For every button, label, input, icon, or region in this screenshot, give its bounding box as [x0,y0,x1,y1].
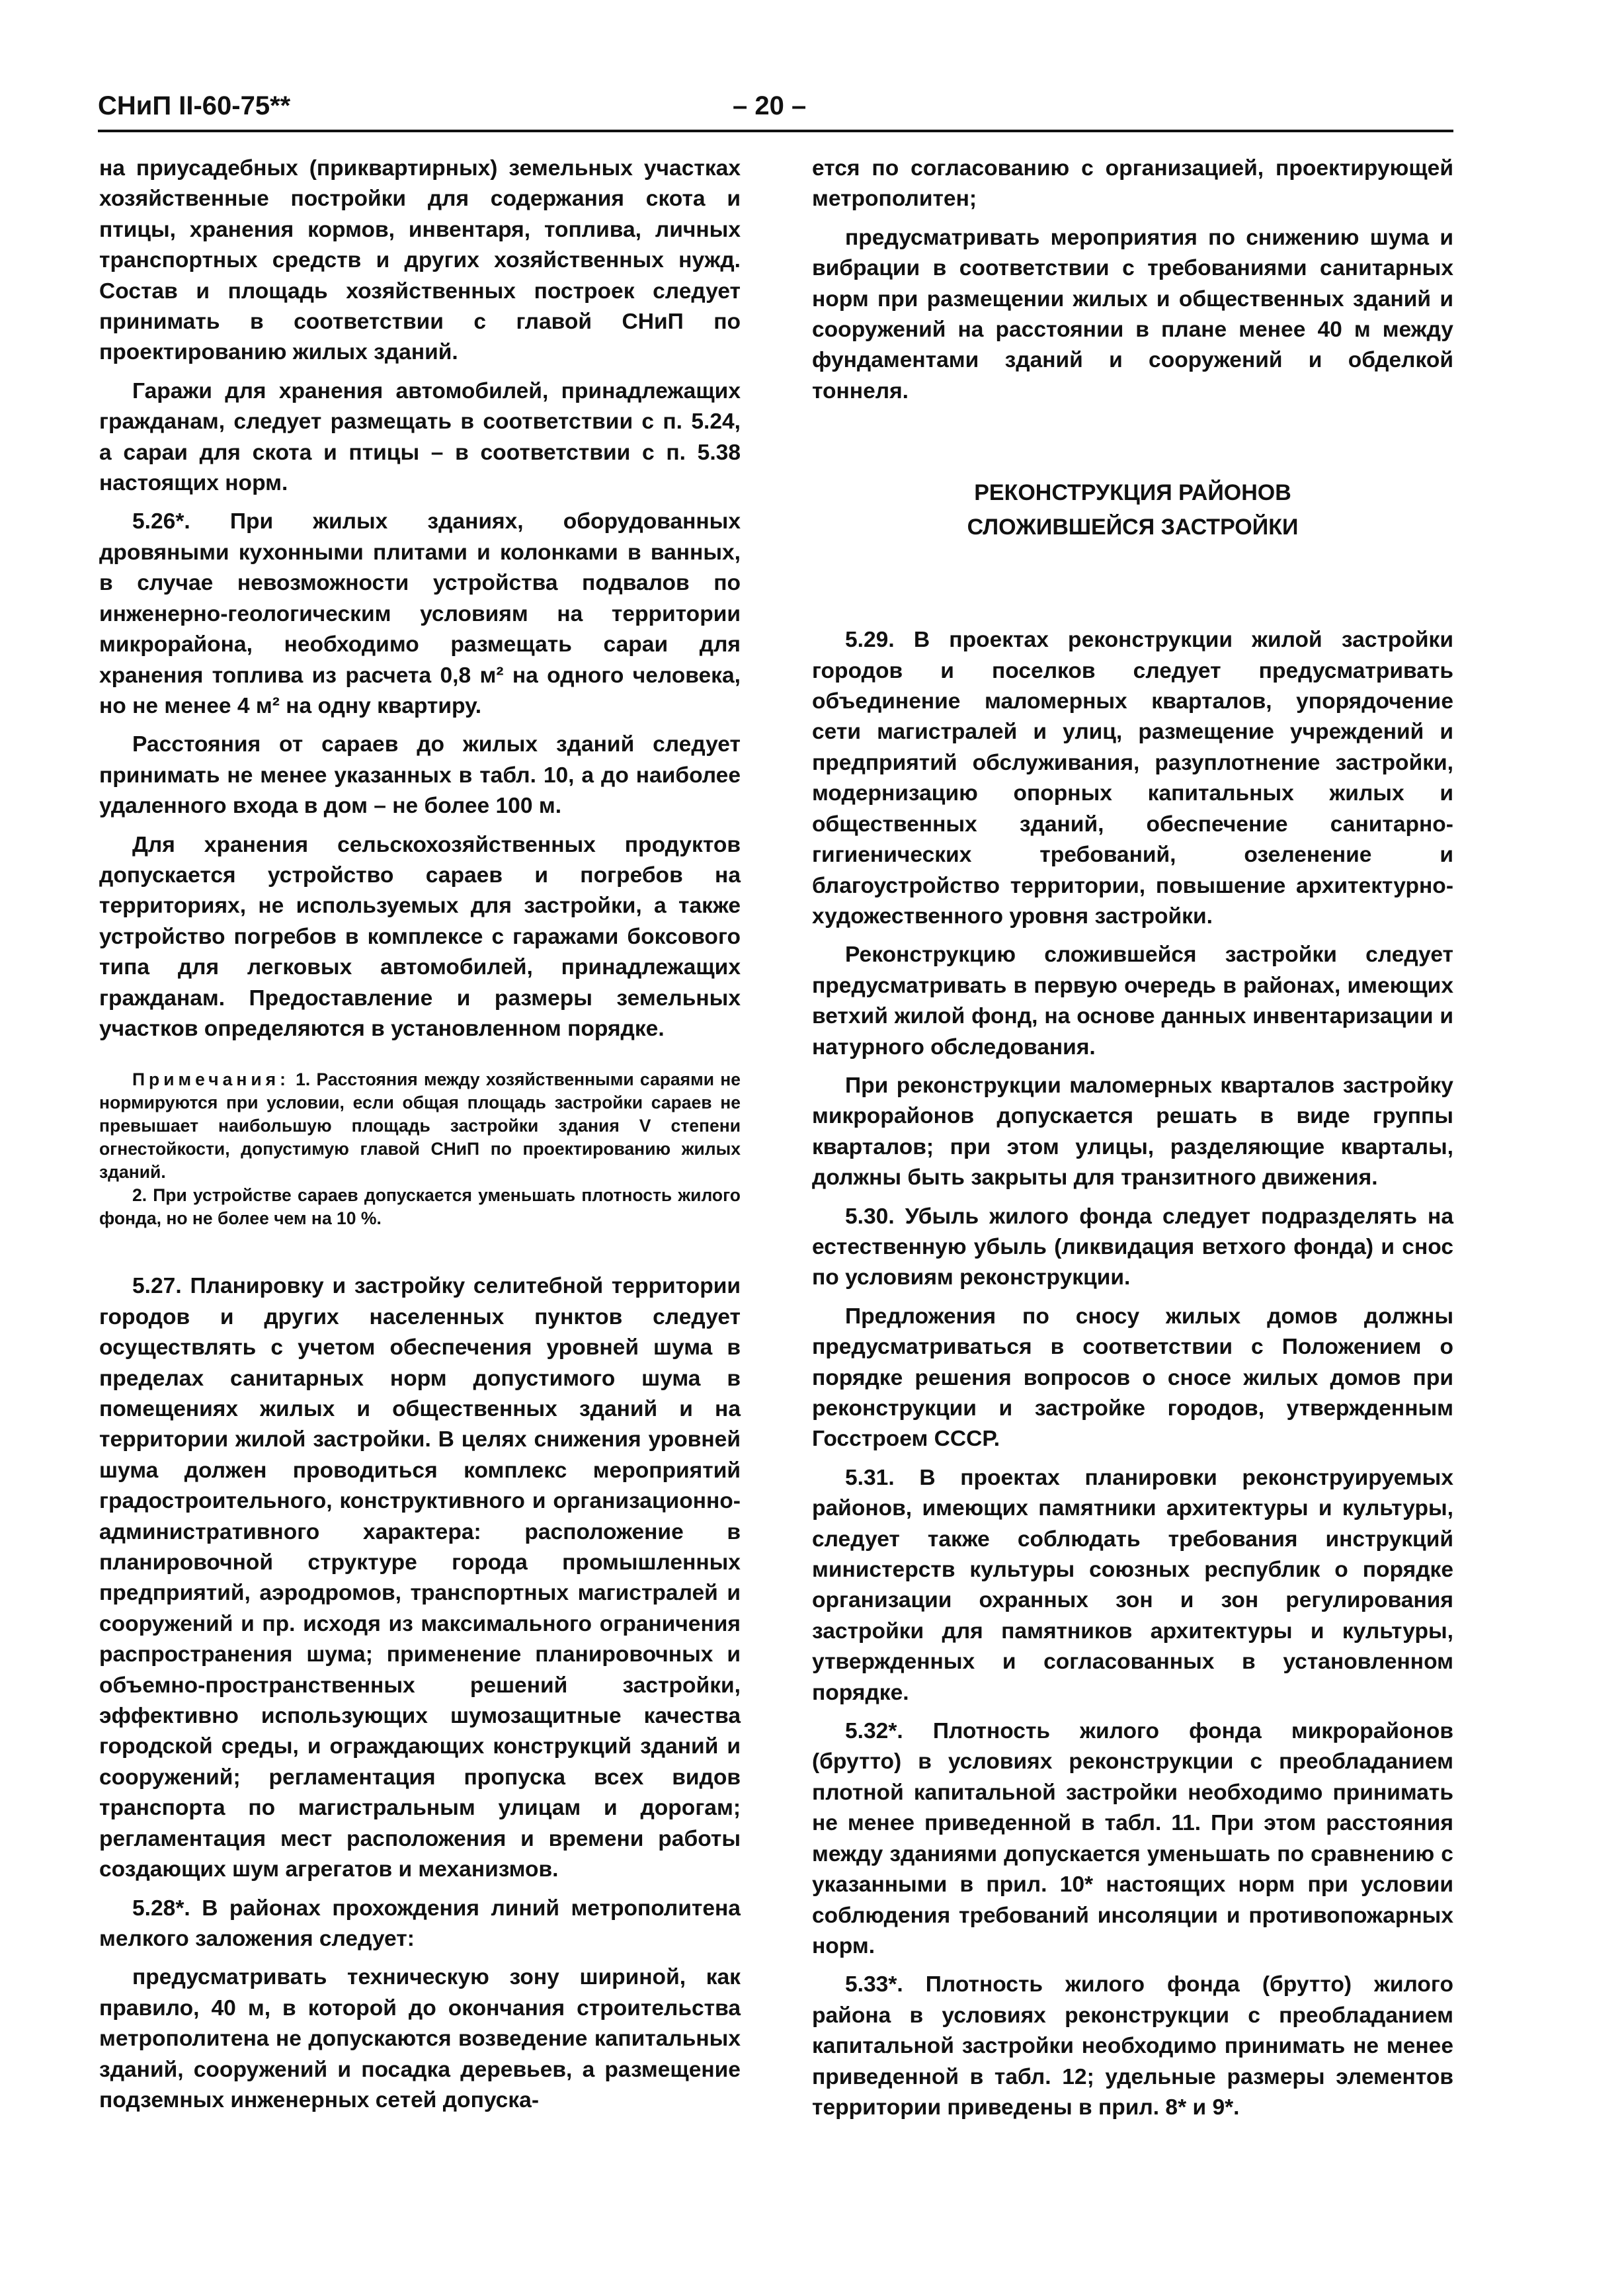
left-column [99,153,741,2124]
paragraph-5-30: 5.30. Убыль жилого фонда следует подразделять на естественную убыль (ликвидация ветхого фонда) и снос по условиям реконструкции. [812,1204,1453,1290]
paragraph-5-29: 5.29. В проектах реконструкции жилой застройки городов и поселков следует предусматривать объединение маломерных кварталов, упорядочение сети магистралей и улиц, размещение учреждений и предприятий обслуживания, разуплотнение застройки, модернизацию опорных капитальных жилых и общественных зданий, обеспечение санитарно-гигиенических требований, озеленение и благоустройство территории, повышение архитектурно-художественного уровня застройки. [812,628,1453,929]
note-1 [99,1068,741,1184]
section-title-line-1: РЕКОНСТРУКЦИЯ РАЙОНОВ [974,480,1291,506]
paragraph: ется по согласованию с организацией, проектирующей метрополитен; [812,156,1453,212]
paragraph: на приусадебных (приквартирных) земельных участках хозяйственные постройки для содержания скота и птицы, хранения кормов, инвентаря, топлива, личных транспортных средств и других хозяйственных нужд. Состав и площадь хозяйственных построек следует принимать в соответствии с главой СНиП по проектированию жилых зданий. [99,156,741,365]
notes-block [99,1068,741,1230]
paragraph-5-27: 5.27. Планировку и застройку селитебной территории городов и других населенных пунктов следует осуществлять с учетом обеспечения уровней шума в пределах санитарных норм допустимого шума в помещениях жилых и общественных зданий и на территории жилой застройки. В целях снижения уровней шума должен проводиться комплекс мероприятий градостроительного, конструктивного и организационно-административного характера: расположение в планировочной структуре города промышленных предприятий, аэродромов, транспортных магистралей и сооружений и пр. исходя из максимального ограничения распространения шума; применение планировочных и объемно-пространственных решений застройки, эффективно использующих шумозащитные качества городской среды, и ограждающих конструкций зданий и сооружений; регламентация пропуска всех видов транспорта по магистральным улицам и дорогам; регламентация мест расположения и времени работы создающих шум агрегатов и механизмов. [99,1274,741,1882]
paragraph: предусматривать мероприятия по снижению шума и вибрации в соответствии с требованиями санитарных норм при размещении жилых и общественных зданий и сооружений на расстоянии в плане менее 40 м между фундаментами зданий и сооружений и обделкой тоннеля. [812,225,1453,403]
section-title [812,476,1453,544]
paragraph-5-33: 5.33*. Плотность жилого фонда (брутто) жилого района в условиях реконструкции с преобладанием капитальной застройки необходимо принимать не менее приведенной в табл. 12; удельные размеры элементов территории приведены в прил. 8* и 9*. [812,1972,1453,2120]
paragraph: Расстояния от сараев до жилых зданий следует принимать не менее указанных в табл. 10, а до наиболее удаленного входа в дом – не более 100 м. [99,732,741,819]
section-title-line-2: СЛОЖИВШЕЙСЯ ЗАСТРОЙКИ [967,515,1299,540]
note-1-text: 1. Расстояния между хозяйственными сараями не нормируются при условии, если общая площадь застройки сараев не превышает наибольшую площадь застройки здания V степени огнестойкости, допустимую главой СНиП по проектированию жилых зданий. [99,1069,741,1183]
paragraph-5-26: 5.26*. При жилых зданиях, оборудованных дровяными кухонными плитами и колонками в ванных, в случае невозможности устройства подвалов по инженерно-геологическим условиям на территории микрорайона, необходимо размещать сараи для хранения топлива из расчета 0,8 м² на одного человека, но не менее 4 м² на одну квартиру. [99,509,741,718]
paragraph: Предложения по сносу жилых домов должны предусматриваться в соответствии с Положением о порядке решения вопросов о сносе жилых домов при реконструкции и застройке городов, утвержденным Госстроем СССР. [812,1304,1453,1452]
document-code: СНиП II-60-75** [98,91,291,120]
paragraph-5-32: 5.32*. Плотность жилого фонда микрорайонов (брутто) в условиях реконструкции с преобладанием плотной капитальной застройки необходимо принимать не менее приведенной в табл. 11. При этом расстояния между зданиями допускается уменьшать по сравнению с указанными в прил. 10* настоящих норм при условии соблюдения требований инсоляции и противопожарных норм. [812,1719,1453,1958]
page-header [98,91,1453,126]
notes-label: Примечания: [132,1069,290,1090]
paragraph: Гаражи для хранения автомобилей, принадлежащих гражданам, следует размещать в соответствии с п. 5.24, а сараи для скота и птицы – в соответствии с п. 5.38 настоящих норм. [99,378,741,496]
header-rule [98,130,1453,132]
paragraph: Для хранения сельскохозяйственных продуктов допускается устройство сараев и погребов на территориях, не используемых для застройки, а также устройство погребов в комплексе с гаражами боксового типа для легковых автомобилей, принадлежащих гражданам. Предоставление и размеры земельных участков определяются в установленном порядке. [99,832,741,1041]
page-number: – 20 – [733,91,807,120]
right-column [812,153,1453,2131]
paragraph: При реконструкции маломерных кварталов застройку микрорайонов допускается решать в виде группы кварталов; при этом улицы, разделяющие кварталы, должны быть закрыты для транзитного движения. [812,1073,1453,1190]
paragraph-5-31: 5.31. В проектах планировки реконструируемых районов, имеющих памятники архитектуры и культуры, следует также соблюдать требования инструкций министерств культуры союзных республик о порядке организации охранных зон и зон регулирования застройки для памятников архитектуры и культуры, утвержденных и согласованных в установленном порядке. [812,1465,1453,1705]
note-2: 2. При устройстве сараев допускается уменьшать плотность жилого фонда, но не более чем на 10 %. [99,1185,741,1229]
paragraph-5-28: 5.28*. В районах прохождения линий метрополитена мелкого заложения следует: [99,1896,741,1951]
paragraph: Реконструкцию сложившейся застройки следует предусматривать в первую очередь в районах, имеющих ветхий жилой фонд, на основе данных инвентаризации и натурного обследования. [812,942,1453,1060]
paragraph: предусматривать техническую зону шириной, как правило, 40 м, в которой до окончания строительства метрополитена не допускаются возведение капитальных зданий, сооружений и посадка деревьев, а размещение подземных инженерных сетей допуска- [99,1965,741,2112]
